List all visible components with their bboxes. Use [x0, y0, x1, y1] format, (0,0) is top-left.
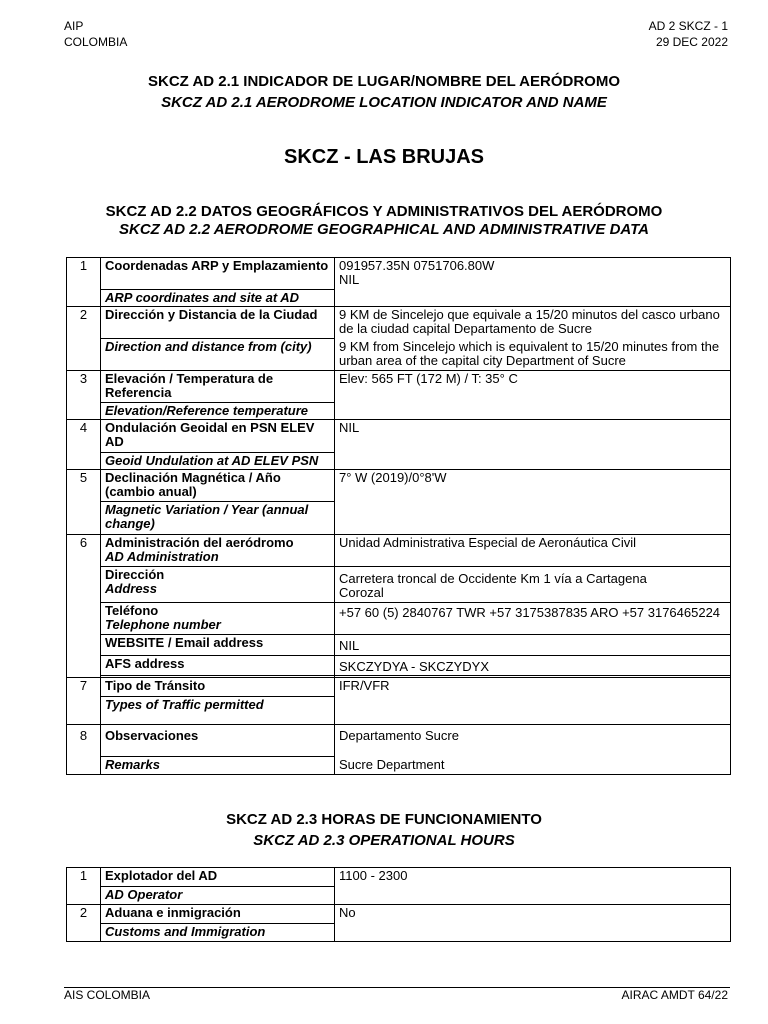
table-row	[67, 656, 731, 676]
row-label-en: Magnetic Variation / Year (annual change)	[101, 502, 335, 535]
address-label	[101, 567, 335, 603]
footer-publisher: AIS COLOMBIA	[64, 988, 151, 1002]
row-number: 3	[67, 371, 101, 420]
address-label-es: Dirección	[105, 567, 165, 582]
row-value-es: 9 KM de Sincelejo que equivale a 15/20 minutos del casco urbano de la ciudad capital Departamento de Sucre	[335, 307, 731, 339]
row-number: 5	[67, 470, 101, 535]
operational-hours-table	[66, 867, 731, 942]
row-number: 2	[67, 307, 101, 371]
table-row	[67, 567, 731, 603]
arp-coordinates: 091957.35N 0751706.80W	[339, 258, 495, 273]
row-label-es: Dirección y Distancia de la Ciudad	[101, 307, 335, 339]
row-label-en: Elevation/Reference temperature	[101, 403, 335, 420]
phone-label	[101, 603, 335, 635]
table-row	[67, 678, 731, 697]
row-label-es: Ondulación Geoidal en PSN ELEV AD	[101, 420, 335, 453]
table-row	[67, 603, 731, 635]
row-number: 6	[67, 535, 101, 678]
aip-label: AIP	[64, 19, 84, 33]
section-2-2-title-es: SKCZ AD 2.2 DATOS GEOGRÁFICOS Y ADMINISTRATIVOS DEL AERÓDROMO	[105, 203, 663, 220]
address-line-2: Corozal	[339, 585, 384, 600]
row-label-en: ARP coordinates and site at AD	[101, 290, 335, 307]
row-label-es: Declinación Magnética / Año (cambio anual)	[101, 470, 335, 502]
section-2-1-title-es: SKCZ AD 2.1 INDICADOR DE LUGAR/NOMBRE DEL AERÓDROMO	[148, 73, 620, 90]
table-row	[67, 258, 731, 290]
afs-label: AFS address	[101, 656, 335, 676]
row-value: No	[335, 905, 731, 942]
row-label-es: Aduana e inmigración	[101, 905, 335, 924]
row-label-es: Tipo de Tránsito	[101, 678, 335, 697]
address-label-en: Address	[105, 581, 158, 596]
row-value: NIL	[335, 420, 731, 470]
page-reference: AD 2 SKCZ - 1	[648, 19, 728, 33]
page-header-left	[64, 18, 127, 50]
table-row	[67, 535, 731, 567]
section-2-1-title-en: SKCZ AD 2.1 AERODROME LOCATION INDICATOR AND NAME	[161, 94, 607, 111]
footer-amendment: AIRAC AMDT 64/22	[621, 988, 728, 1002]
row-value: Unidad Administrativa Especial de Aeronáutica Civil	[335, 535, 731, 567]
table-row	[67, 905, 731, 924]
afs-value: SKCZYDYA - SKCZYDYX	[335, 656, 731, 676]
row-label-en: Remarks	[101, 757, 335, 775]
section-2-3-title-es: SKCZ AD 2.3 HORAS DE FUNCIONAMIENTO	[226, 811, 542, 828]
row-number: 1	[67, 868, 101, 905]
aerodrome-name: SKCZ - LAS BRUJAS	[283, 146, 484, 168]
row-label-es: Coordenadas ARP y Emplazamiento	[101, 258, 335, 290]
row-number: 7	[67, 678, 101, 725]
row-value	[335, 258, 731, 307]
row-label-es: Observaciones	[101, 725, 335, 757]
table-row	[67, 470, 731, 502]
table-row	[67, 420, 731, 453]
row-value-en: 9 KM from Sincelejo which is equivalent to 15/20 minutes from the urban area of the capital city Department of Sucre	[335, 339, 731, 371]
row-number: 1	[67, 258, 101, 307]
row-number: 8	[67, 725, 101, 775]
row-label-en: Geoid Undulation at AD ELEV PSN	[101, 453, 335, 470]
section-2-3-title-en: SKCZ AD 2.3 OPERATIONAL HOURS	[253, 832, 515, 849]
address-line-1: Carretera troncal de Occidente Km 1 vía a Cartagena	[339, 571, 647, 586]
table-row	[67, 307, 731, 339]
table-row	[67, 339, 731, 371]
row-label-es: Elevación / Temperatura de Referencia	[101, 371, 335, 403]
row-label-en: Customs and Immigration	[101, 924, 335, 942]
page-header-right	[649, 18, 728, 50]
phone-value: +57 60 (5) 2840767 TWR +57 3175387835 ARO +57 3176465224	[335, 603, 731, 635]
row-number: 2	[67, 905, 101, 942]
site-value: NIL	[339, 272, 360, 287]
row-value-es: Departamento Sucre	[335, 725, 731, 757]
table-row	[67, 757, 731, 775]
geographical-admin-table	[66, 257, 731, 775]
phone-label-es: Teléfono	[105, 603, 159, 618]
country-label: COLOMBIA	[64, 35, 128, 49]
row-value: 1100 - 2300	[335, 868, 731, 905]
admin-label-en: AD Administration	[105, 549, 219, 564]
row-label-en: Direction and distance from (city)	[101, 339, 335, 371]
row-label	[101, 535, 335, 567]
row-number: 4	[67, 420, 101, 470]
section-2-2-title-en: SKCZ AD 2.2 AERODROME GEOGRAPHICAL AND ADMINISTRATIVE DATA	[118, 221, 650, 238]
table-row	[67, 371, 731, 403]
table-row	[67, 868, 731, 887]
table-row	[67, 725, 731, 757]
admin-label-es: Administración del aeródromo	[105, 535, 294, 550]
row-value: 7° W (2019)/0°8'W	[335, 470, 731, 535]
table-row	[67, 635, 731, 656]
row-value: IFR/VFR	[335, 678, 731, 725]
web-label: WEBSITE / Email address	[101, 635, 335, 656]
publication-date: 29 DEC 2022	[655, 35, 728, 49]
row-value-en: Sucre Department	[335, 757, 731, 775]
row-value: Elev: 565 FT (172 M) / T: 35° C	[335, 371, 731, 420]
address-value	[335, 567, 731, 603]
row-label-en: AD Operator	[101, 887, 335, 905]
row-label-en: Types of Traffic permitted	[101, 697, 335, 725]
row-label-es: Explotador del AD	[101, 868, 335, 887]
phone-label-en: Telephone number	[105, 617, 221, 632]
web-value: NIL	[335, 635, 731, 656]
